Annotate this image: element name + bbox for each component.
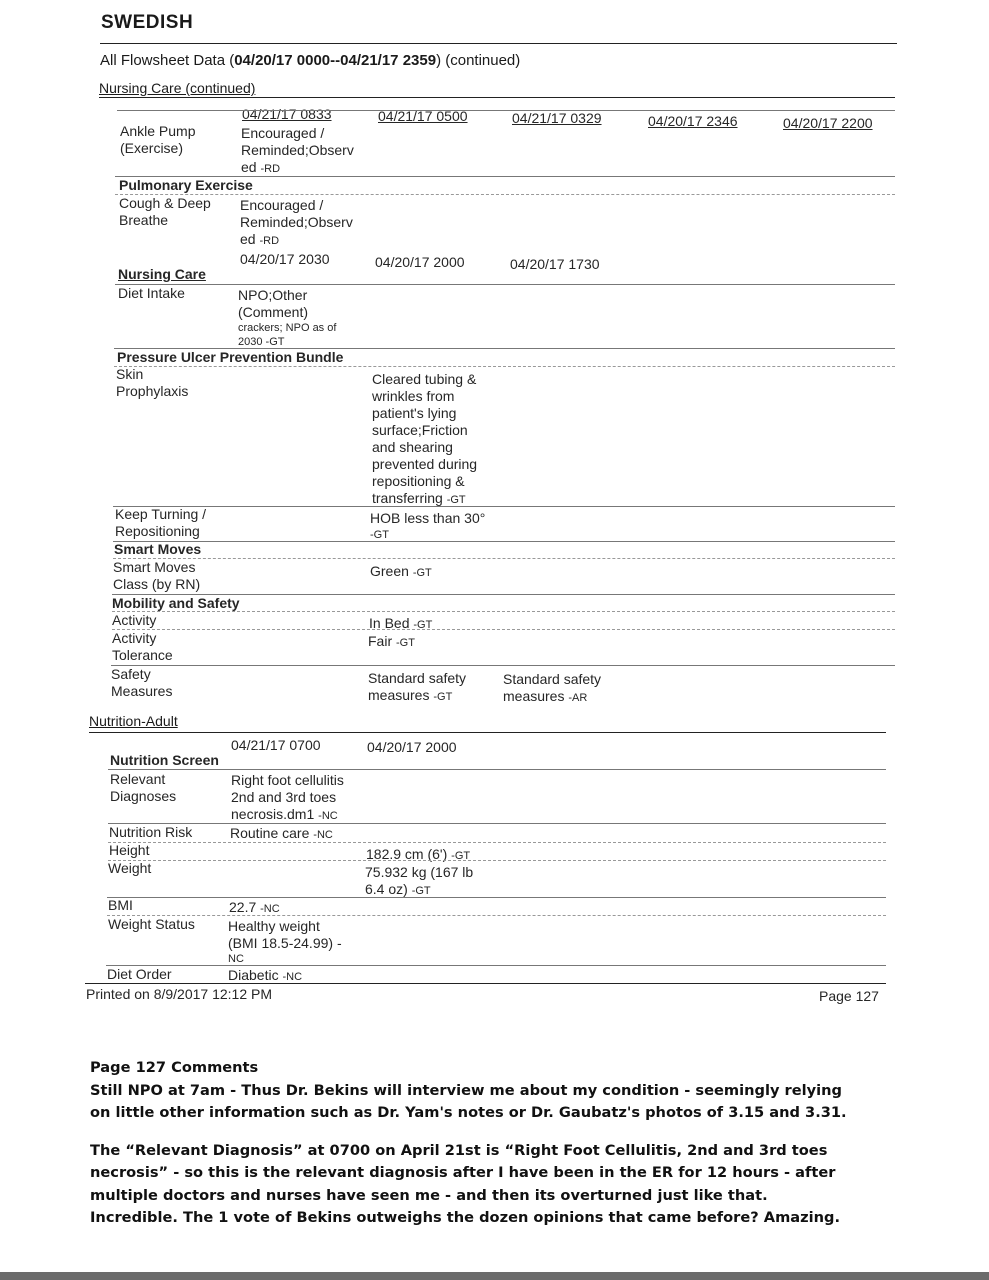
weight-value: 75.932 kg (167 lb 6.4 oz) -GT: [365, 864, 474, 897]
row-rule: [108, 860, 886, 861]
page-number: Page 127: [819, 988, 879, 1004]
signature: -NC: [318, 810, 338, 822]
comment-line: The “Relevant Diagnosis” at 0700 on April 21st is “Right Foot Cellulitis, 2nd and 3rd toes: [90, 1141, 828, 1159]
column-header: 04/21/17 0700: [231, 737, 321, 753]
row-label-cough: Cough & Deep Breathe: [119, 195, 211, 228]
row-rule: [115, 284, 895, 285]
row-rule: [115, 194, 895, 195]
row-rule: [112, 611, 895, 612]
comment-line: on little other information such as Dr. Yam's notes or Dr. Gaubatz's photos of 3.15 and 3.31.: [90, 1104, 847, 1121]
activity-tolerance-value: Fair -GT: [368, 633, 415, 649]
section-rule: [89, 732, 886, 733]
row-rule: [113, 506, 895, 507]
row-label-height: Height: [109, 842, 150, 858]
row-label-ankle-pump: Ankle Pump (Exercise): [120, 123, 196, 156]
group-title-pulmonary-exercise: Pulmonary Exercise: [119, 177, 253, 193]
column-header: 04/20/17 2030: [240, 251, 330, 267]
column-header: 04/21/17 0329: [512, 110, 602, 126]
group-title-smart-moves: Smart Moves: [114, 541, 202, 557]
row-label-relevant-diagnoses: Relevant Diagnoses: [110, 771, 177, 804]
group-title-nutrition-screen: Nutrition Screen: [110, 752, 219, 768]
flowsheet-title: [100, 52, 520, 69]
row-rule: [113, 558, 895, 559]
row-label-activity-tolerance: Activity Tolerance: [112, 630, 173, 663]
signature: -GT: [370, 529, 389, 541]
keep-turning-value: HOB less than 30° -GT: [370, 510, 485, 544]
skin-prophylaxis-value: Cleared tubing & wrinkles from patient's lying surface;Friction and shearing prevented during repositioning & transferring -GT: [372, 371, 478, 506]
smart-moves-class-value: Green -GT: [370, 563, 432, 579]
signature: -GT: [451, 850, 471, 862]
weight-status-value: Healthy weight (BMI 18.5-24.99) - NC: [228, 918, 342, 965]
title-suffix: ) (continued): [436, 52, 521, 69]
comment-line: multiple doctors and nurses have seen me - and then its overturned just like that.: [90, 1186, 768, 1204]
column-header: 04/20/17 1730: [510, 256, 600, 272]
section-title-nursing-care: Nursing Care (continued): [99, 80, 256, 96]
group-title-pressure-ulcer: Pressure Ulcer Prevention Bundle: [117, 349, 344, 365]
row-label-weight-status: Weight Status: [108, 916, 195, 932]
signature: -GT: [412, 567, 432, 579]
column-header: 04/21/17 0833: [242, 106, 332, 122]
group-title-nursing-care: Nursing Care: [118, 266, 206, 282]
row-rule: [108, 823, 886, 824]
column-header: 04/20/17 2346: [648, 113, 738, 129]
signature: -RD: [260, 163, 281, 175]
diet-order-value: Diabetic -NC: [228, 967, 303, 983]
row-label-smart-moves-class: Smart Moves Class (by RN): [113, 559, 201, 592]
signature: -RD: [259, 235, 280, 247]
comment-line: Incredible. The 1 vote of Bekins outweighs the dozen opinions that came before? Amazing.: [90, 1209, 841, 1226]
column-header: 04/20/17 2200: [783, 115, 873, 131]
row-rule: [106, 965, 886, 966]
row-label-diet-order: Diet Order: [107, 966, 172, 982]
safety-measures-value: Standard safety measures -AR: [503, 671, 602, 704]
comment-line: necrosis” - so this is the relevant diagnosis after I have been in the ER for 12 hours - after: [90, 1164, 836, 1181]
row-rule: [107, 915, 886, 916]
row-label-diet-intake: Diet Intake: [118, 285, 185, 301]
signature: -GT: [413, 619, 433, 631]
signature: -NC: [282, 971, 303, 983]
signature: -NC: [260, 903, 280, 915]
signature: -NC: [313, 829, 333, 841]
signature: -GT: [446, 494, 466, 506]
signature: -GT: [411, 885, 431, 897]
section-rule: [99, 97, 895, 98]
height-value: 182.9 cm (6') -GT: [366, 846, 471, 862]
scan-edge: [0, 1272, 989, 1280]
signature: -AR: [568, 692, 588, 704]
bmi-value: 22.7 -NC: [229, 899, 280, 915]
activity-value: In Bed -GT: [369, 615, 433, 631]
footer-rule: [85, 983, 886, 984]
diet-intake-value: NPO;Other (Comment) crackers; NPO as of 2030 -GT: [238, 287, 337, 348]
row-rule: [111, 665, 895, 666]
row-rule: [112, 629, 895, 630]
signature: -GT: [265, 336, 285, 348]
safety-measures-value: Standard safety measures -GT: [368, 670, 467, 703]
cough-value: Encouraged / Reminded;Observ ed -RD: [240, 197, 353, 247]
row-rule: [108, 769, 886, 770]
page-comments: [90, 1057, 910, 1230]
row-label-nutrition-risk: Nutrition Risk: [109, 824, 193, 840]
ankle-pump-value: Encouraged / Reminded;Observ ed -RD: [241, 125, 354, 175]
signature: -GT: [433, 691, 453, 703]
organization-name: SWEDISH: [101, 12, 194, 33]
column-header: 04/20/17 2000: [367, 739, 457, 755]
section-title-nutrition: Nutrition-Adult: [89, 713, 178, 729]
comments-title: Page 127 Comments: [90, 1059, 259, 1076]
column-header: 04/21/17 0500: [378, 108, 468, 124]
row-rule: [113, 541, 895, 542]
row-rule: [107, 897, 886, 898]
row-label-weight: Weight: [108, 860, 152, 876]
row-label-activity: Activity: [112, 612, 157, 628]
title-prefix: All Flowsheet Data (: [100, 52, 235, 69]
nutrition-risk-value: Routine care -NC: [230, 825, 333, 841]
header-rule: [100, 43, 897, 44]
signature: -GT: [396, 637, 415, 649]
group-title-mobility: Mobility and Safety: [112, 595, 240, 611]
row-label-skin-prophylaxis: Skin Prophylaxis: [116, 366, 189, 399]
row-label-safety-measures: Safety Measures: [111, 666, 173, 699]
row-rule: [114, 366, 895, 367]
relevant-diagnoses-value: Right foot cellulitis 2nd and 3rd toes necrosis.dm1 -NC: [231, 772, 344, 822]
title-range: 04/20/17 0000--04/21/17 2359: [234, 52, 437, 69]
row-rule: [108, 842, 886, 843]
column-header: 04/20/17 2000: [375, 254, 465, 270]
row-rule: [117, 110, 895, 111]
printed-date: Printed on 8/9/2017 12:12 PM: [86, 986, 273, 1002]
row-label-keep-turning: Keep Turning / Repositioning: [115, 506, 207, 539]
row-label-bmi: BMI: [108, 897, 133, 913]
comment-line: Still NPO at 7am - Thus Dr. Bekins will interview me about my condition - seemingly relying: [90, 1081, 843, 1099]
